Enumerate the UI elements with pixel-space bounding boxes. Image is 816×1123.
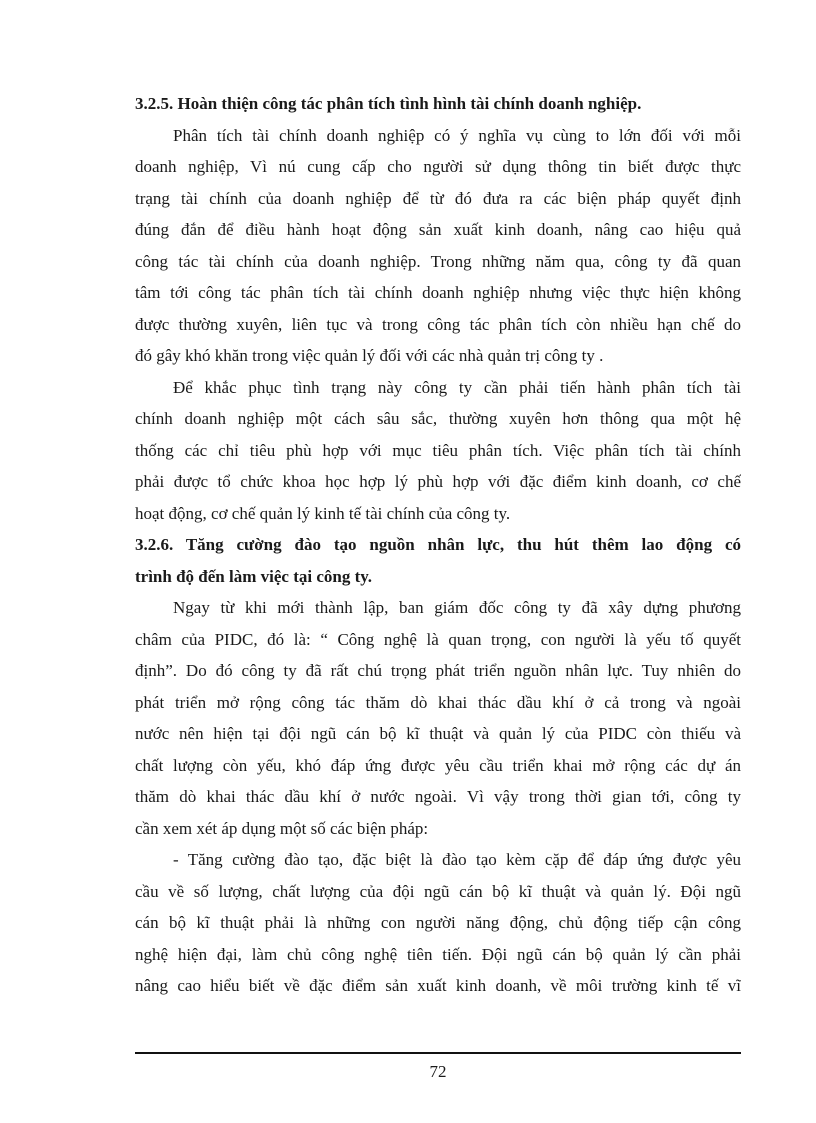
paragraph-line: thăm dò khai thác dầu khí ở nước ngoài. Vì vậy trong thời gian tới, công ty: [135, 787, 741, 806]
paragraph-line: chính doanh nghiệp một cách sâu sắc, thường xuyên hơn thông qua một hệ: [135, 409, 741, 428]
paragraph-line: phát triển mở rộng công tác thăm dò khai thác dầu khí ở cả trong và ngoài: [135, 692, 741, 712]
paragraph-line: được thường xuyên, liên tục và trong công tác phân tích còn nhiều hạn chế do: [135, 314, 741, 334]
section-heading-3-2-5: 3.2.5. Hoàn thiện công tác phân tích tình hình tài chính doanh nghiệp.: [135, 94, 642, 113]
bullet-line: cán bộ kĩ thuật phải là những con người năng động, chủ động tiếp cận công: [135, 913, 741, 932]
document-page: [135, 88, 741, 1002]
paragraph-line: phải được tổ chức khoa học hợp lý phù hợp với đặc điểm kinh doanh, cơ chế: [135, 472, 741, 491]
bullet-line: nghệ hiện đại, làm chủ công nghệ tiên tiến. Đội ngũ cán bộ quản lý cần phải: [135, 944, 741, 964]
bullet-line: nâng cao hiểu biết về đặc điểm sản xuất kinh doanh, về môi trường kinh tế vĩ: [135, 976, 741, 995]
paragraph-line: trạng tài chính của doanh nghiệp để từ đó đưa ra các biện pháp quyết định: [135, 188, 741, 208]
paragraph-line: doanh nghiệp, Vì nú cung cấp cho người sử dụng thông tin biết được thực: [135, 157, 741, 176]
paragraph-line: Phân tích tài chính doanh nghiệp có ý nghĩa vụ cùng to lớn đối với mỗi: [173, 125, 741, 145]
page-number: 72: [429, 1062, 447, 1081]
paragraph-line: cần xem xét áp dụng một số các biện pháp:: [135, 818, 429, 838]
paragraph-line: chất lượng còn yếu, khó đáp ứng được yêu cầu triển khai mở rộng các dự án: [135, 755, 741, 775]
bullet-line: cầu về số lượng, chất lượng của đội ngũ cán bộ kĩ thuật và quản lý. Đội ngũ: [135, 881, 741, 901]
paragraph-line: châm của PIDC, đó là: “ Công nghệ là quan trọng, con người là yếu tố quyết: [135, 629, 741, 649]
paragraph-line: hoạt động, cơ chế quản lý kinh tế tài chính của công ty.: [135, 503, 511, 523]
section-heading-3-2-6: 3.2.6. Tăng cường đào tạo nguồn nhân lực, thu hút thêm lao động có: [135, 535, 741, 554]
paragraph-line: công tác tài chính của doanh nghiệp. Trong những năm qua, công ty đã quan: [135, 251, 741, 271]
paragraph-line: Để khắc phục tình trạng này công ty cần phải tiến hành phân tích tài: [173, 377, 741, 397]
paragraph-line: đúng đắn để điều hành hoạt động sản xuất kinh doanh, nâng cao hiệu quả: [135, 220, 741, 239]
paragraph-line: thống các chỉ tiêu phù hợp với mục tiêu phân tích. Việc phân tích tài chính: [135, 440, 741, 460]
paragraph-line: nước nên hiện tại đội ngũ cán bộ kĩ thuật và quản lý của PIDC còn thiếu và: [135, 724, 741, 743]
paragraph-line: định”. Do đó công ty đã rất chú trọng phát triển nguồn nhân lực. Tuy nhiên do: [135, 661, 741, 680]
paragraph-line: tâm tới công tác phân tích tài chính doanh nghiệp nhưng việc thực hiện không: [135, 283, 741, 302]
paragraph-line: Ngay từ khi mới thành lập, ban giám đốc công ty đã xây dựng phương: [173, 598, 741, 617]
paragraph-line: đó gây khó khăn trong việc quản lý đối với các nhà quản trị công ty .: [135, 346, 604, 365]
bullet-line: - Tăng cường đào tạo, đặc biệt là đào tạo kèm cặp để đáp ứng được yêu: [173, 850, 741, 869]
footer-divider: [135, 1052, 741, 1054]
section-heading-3-2-6-cont: trình độ đến làm việc tại công ty.: [135, 566, 373, 586]
